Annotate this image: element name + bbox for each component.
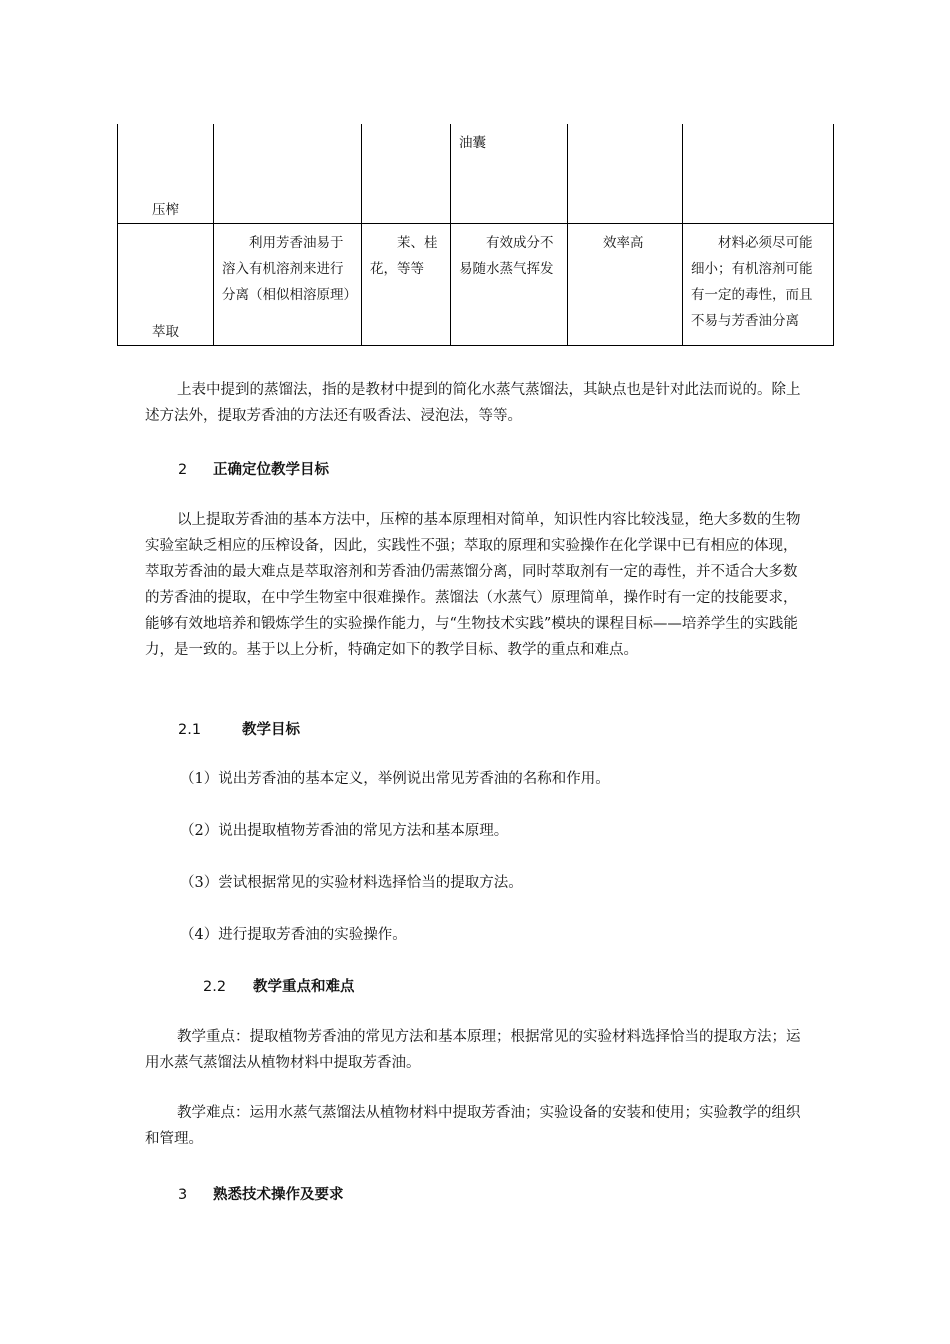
section-heading-3: [178, 1183, 344, 1204]
section-heading-2: [178, 458, 329, 479]
efficiency-cell: [568, 124, 683, 224]
drawback-cell: [683, 224, 834, 346]
drawback-cell: [683, 124, 834, 224]
paragraph-distillation-note: 上表中提到的蒸馏法，指的是教材中提到的简化水蒸气蒸馏法，其缺点也是针对此法而说的。除上述方法外，提取芳香油的方法还有吸香法、浸泡法，等等。: [145, 382, 801, 424]
efficiency-text: 效率高: [603, 235, 644, 251]
advantage-cell: [451, 224, 568, 346]
paragraph-key-points: 教学重点：提取植物芳香油的常见方法和基本原理；根据常见的实验材料选择恰当的提取方法；运用水蒸气蒸馏法从植物材料中提取芳香油。: [145, 1029, 801, 1071]
heading-text: 正确定位教学目标: [213, 462, 329, 478]
objective-item: （3）尝试根据常见的实验材料选择恰当的提取方法。: [180, 875, 523, 891]
materials-cell: [362, 124, 451, 224]
heading-number: 2.2: [203, 979, 227, 995]
materials-text: 茉、桂花，等等: [370, 235, 438, 277]
advantage-text: 有效成分不易随水蒸气挥发: [459, 235, 554, 277]
objective-item: （4）进行提取芳香油的实验操作。: [180, 927, 407, 943]
advantage-cell: 油囊: [451, 124, 568, 224]
heading-number: 3: [178, 1187, 188, 1203]
paragraph-difficulties: 教学难点：运用水蒸气蒸馏法从植物材料中提取芳香油；实验设备的安装和使用；实验教学的组织和管理。: [145, 1105, 801, 1147]
principle-cell: [214, 124, 362, 224]
objective-item: （1）说出芳香油的基本定义，举例说出常见芳香油的名称和作用。: [180, 771, 610, 787]
efficiency-cell: [568, 224, 683, 346]
heading-number: 2: [178, 462, 188, 478]
materials-cell: [362, 224, 451, 346]
paragraph-analysis: 以上提取芳香油的基本方法中，压榨的基本原理相对简单，知识性内容比较浅显，绝大多数的生物实验室缺乏相应的压榨设备，因此，实践性不强；萃取的原理和实验操作在化学课中已有相应的体现，萃取芳香油的最大难点是萃取溶剂和芳香油仍需蒸馏分离，同时萃取剂有一定的毒性，并不适合大多数的芳香油的提取，在中学生物室中很难操作。蒸馏法（水蒸气）原理简单，操作时有一定的技能要求，能够有效地培养和锻炼学生的实验操作能力，与“生物技术实践”模块的课程目标——培养学生的实践能力，是一致的。基于以上分析，特确定如下的教学目标、教学的重点和难点。: [145, 512, 801, 658]
table-row: [118, 124, 834, 224]
section-heading-2-2: [203, 975, 355, 996]
method-cell: 萃取: [118, 224, 214, 346]
section-heading-2-1: [178, 718, 300, 739]
heading-text: 教学重点和难点: [253, 979, 355, 995]
method-cell: 压榨: [118, 124, 214, 224]
drawback-text: 材料必须尽可能细小；有机溶剂可能有一定的毒性，而且不易与芳香油分离: [691, 235, 813, 329]
methods-table: [117, 124, 834, 346]
heading-number: 2.1: [178, 722, 202, 738]
objective-item: （2）说出提取植物芳香油的常见方法和基本原理。: [180, 823, 509, 839]
principle-cell: [214, 224, 362, 346]
principle-text: 利用芳香油易于溶入有机溶剂来进行分离（相似相溶原理）: [222, 235, 357, 303]
table-row: [118, 224, 834, 346]
heading-text: 熟悉技术操作及要求: [213, 1187, 344, 1203]
heading-text: 教学目标: [242, 722, 300, 738]
